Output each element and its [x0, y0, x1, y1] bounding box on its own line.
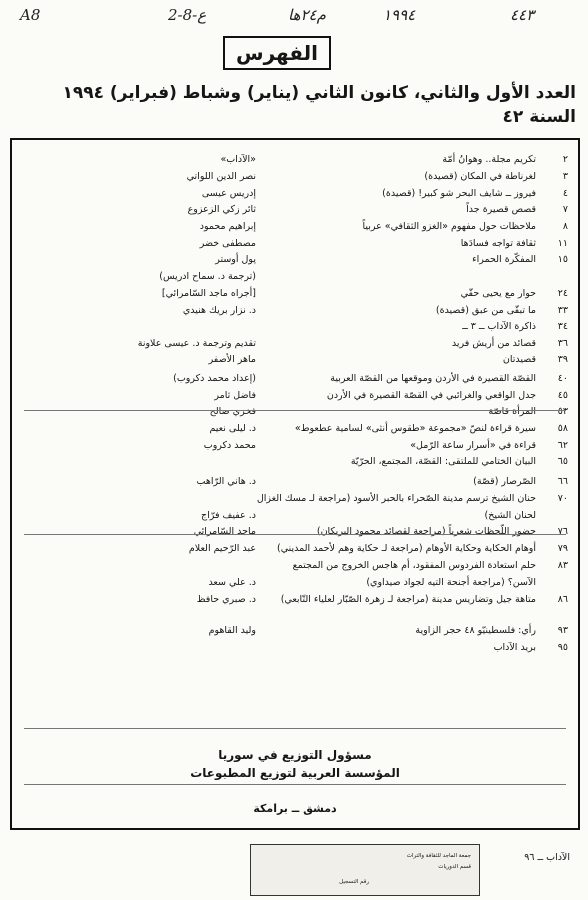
toc-title: أوهام الحكاية وحكاية الأوهام (مراجعة لـ حكاية وهم لأحمد المديني) — [277, 543, 536, 554]
section-divider — [24, 784, 566, 785]
toc-entry — [12, 594, 578, 610]
toc-page-number: ٩٣ — [557, 625, 568, 636]
index-title: الفهرس — [223, 36, 331, 70]
toc-page-number: ٣٦ — [557, 338, 568, 349]
toc-title: ملاحظات حول مفهوم «الغزو الثقافي» عربياً — [362, 221, 536, 232]
toc-entry — [12, 456, 578, 472]
toc-author: نصر الدين اللواتي — [186, 171, 256, 182]
toc-title: ما تبقّى من عبق (قصيدة) — [435, 305, 536, 316]
contents-frame — [10, 138, 580, 830]
toc-entry — [12, 321, 578, 337]
toc-page-number: ٢٤ — [557, 288, 568, 299]
toc-entry — [12, 493, 578, 509]
toc-entry — [12, 354, 578, 370]
toc-entry — [12, 510, 578, 526]
toc-author: د. عفيف فرّاج — [200, 510, 256, 521]
toc-entry — [12, 390, 578, 406]
toc-entry — [12, 406, 578, 422]
toc-entry — [12, 154, 578, 170]
toc-page-number: ٨ — [562, 221, 568, 232]
toc-title: قراءة في «أسرار ساعة الرّمل» — [410, 440, 536, 451]
toc-author: د. نزار بريك هنيدي — [182, 305, 256, 316]
page-footer: الآداب ــ ٩٦ — [524, 852, 570, 863]
toc-author: [أجراه ماجد السّامرائي] — [161, 288, 256, 299]
stamp-line-1: جمعة الماجد للثقافة والتراث — [406, 853, 471, 859]
toc-author: وليد القاهوم — [208, 625, 256, 636]
toc-author: إدريس عيسى — [201, 188, 256, 199]
year-line: السنة ٤٢ — [502, 107, 576, 127]
toc-author: (إعداد محمد دكروب) — [173, 373, 256, 384]
section-divider — [24, 728, 566, 729]
toc-author: إبراهيم محمود — [199, 221, 256, 232]
toc-entry — [12, 560, 578, 576]
toc-title: المرأة قاصّة — [488, 406, 536, 417]
library-stamp — [250, 844, 480, 896]
toc-entry — [12, 338, 578, 354]
toc-page-number: ٦٦ — [557, 476, 568, 487]
toc-author: ثائر زكي الزعزوع — [187, 204, 256, 215]
toc-title: الصّرصار (قصّة) — [473, 476, 536, 487]
toc-page-number: ٦٥ — [557, 456, 568, 467]
section-divider — [24, 410, 566, 411]
toc-title: الآسن؟ (مراجعة أجنحة التيه لجواد صيداوي) — [366, 577, 536, 588]
toc-author: فاضل ثامر — [214, 390, 256, 401]
toc-page-number: ٤٥ — [557, 390, 568, 401]
toc-page-number: ٨٣ — [557, 560, 568, 571]
stamp-line-2: قسم الدوريات — [438, 864, 471, 870]
toc-title: حضور اللّحظات شعرياً (مراجعة لقصائد محمود البريكان) — [316, 526, 536, 537]
toc-page-number: ٣٩ — [557, 354, 568, 365]
toc-author: عبد الرّحيم العلام — [188, 543, 256, 554]
toc-page-number: ٧٦ — [557, 526, 568, 537]
handwritten-note-b: 2-8-ع — [168, 6, 207, 24]
toc-entry — [12, 221, 578, 237]
toc-title: قصيدتان — [502, 354, 536, 365]
toc-page-number: ٥٣ — [557, 406, 568, 417]
handwritten-note-d: ١٩٩٤ — [383, 6, 416, 24]
handwritten-note-c: م٢٤ها — [288, 6, 326, 24]
toc-page-number: ٧٠ — [557, 493, 568, 504]
toc-entry — [12, 423, 578, 439]
toc-page-number: ١٥ — [557, 254, 568, 265]
toc-page-number: ٣ — [562, 171, 568, 182]
toc-page-number: ٤ — [562, 188, 568, 199]
toc-author: د. هاني الرّاهب — [196, 476, 256, 487]
toc-title: سيرة قراءة لنصّ «مجموعة «طقوس أنثى» لسامية عطعوط» — [294, 423, 536, 434]
toc-page-number: ٣٣ — [557, 305, 568, 316]
toc-title: المفكّرة الحمراء — [472, 254, 536, 265]
toc-page-number: ٧ — [562, 204, 568, 215]
toc-entry — [12, 642, 578, 658]
toc-entry — [12, 476, 578, 492]
toc-title: تكريم مجلة.. وهوانُ أمّة — [442, 154, 536, 165]
toc-title: لغرناطة في المكان (قصيدة) — [424, 171, 536, 182]
toc-entry — [12, 625, 578, 641]
distribution-address: دمشق ــ برامكة — [253, 802, 337, 815]
toc-entry — [12, 271, 578, 287]
toc-page-number: ٢ — [562, 154, 568, 165]
toc-entry — [12, 188, 578, 204]
toc-page-number: ٤٠ — [557, 373, 568, 384]
toc-author: مصطفى خضر — [199, 238, 256, 249]
toc-page-number: ١١ — [557, 238, 568, 249]
toc-page-number: ٥٨ — [557, 423, 568, 434]
toc-title: ثقافة تواجه فسادَها — [460, 238, 536, 249]
toc-entry — [12, 171, 578, 187]
toc-author: ماهر الأصفر — [208, 354, 256, 365]
handwritten-note-a: A8 — [20, 6, 41, 24]
toc-author: «الآداب» — [220, 154, 256, 165]
toc-page-number: ٧٩ — [557, 543, 568, 554]
distribution-company: المؤسسة العربية لتوزيع المطبوعات — [190, 766, 400, 780]
toc-author: پول أوستر — [215, 254, 256, 265]
toc-title: جدل الواقعي والغرائبي في القصّة القصيرة في الأردن — [326, 390, 536, 401]
toc-page-number: ٣٤ — [557, 321, 568, 332]
issue-line: العدد الأول والثاني، كانون الثاني (يناير) وشباط (فبراير) ١٩٩٤ — [62, 83, 576, 103]
toc-title: قصائد من أريش فريد — [451, 338, 536, 349]
toc-title: حنان الشيخ ترسم مدينة الصّحراء بالحبر الأسود (مراجعة لـ مسك الغزال — [256, 493, 536, 504]
toc-entry — [12, 238, 578, 254]
toc-title: قصص قصيرة جداً — [466, 204, 536, 215]
toc-entry — [12, 373, 578, 389]
toc-entry — [12, 577, 578, 593]
distribution-heading: مسؤول التوزيع في سوريا — [218, 748, 372, 762]
toc-author: د. ليلى نعيم — [209, 423, 256, 434]
toc-author: د. صبري حافظ — [196, 594, 256, 605]
toc-title: البيان الختامي للملتقى: القصّة، المجتمع، الحرّيّة — [350, 456, 536, 467]
toc-entry — [12, 254, 578, 270]
toc-title: بريد الآداب — [493, 642, 536, 653]
toc-page-number: ٨٦ — [557, 594, 568, 605]
stamp-line-3: رقم التسجيل — [339, 879, 369, 885]
toc-author: ماجد السّامرائي — [193, 526, 256, 537]
section-divider — [24, 534, 566, 535]
handwritten-note-e: ٤٤٣ — [510, 6, 535, 24]
toc-entry — [12, 305, 578, 321]
toc-title: متاهة جيل وتضاريس مدينة (مراجعة لـ زهرة الصّبّار لعلياء التّابعي) — [280, 594, 536, 605]
toc-entry — [12, 288, 578, 304]
toc-author: (ترجمة د. سماح ادريس) — [159, 271, 256, 282]
toc-author: د. علي سعد — [208, 577, 256, 588]
toc-title: حوار مع يحيى حقّي — [460, 288, 536, 299]
toc-title: لحنان الشيخ) — [484, 510, 536, 521]
toc-page-number: ٩٥ — [557, 642, 568, 653]
toc-title: ذاكرة الآداب ــ ٣ ــ — [462, 321, 536, 332]
toc-title: حلم استعادة الفردوس المفقود، أم هاجس الخروج من المجتمع — [292, 560, 536, 571]
toc-entry — [12, 204, 578, 220]
toc-author: تقديم وترجمة د. عيسى علاونة — [137, 338, 256, 349]
toc-title: رأي: فلسطينيّو ٤٨ حجر الزاوية — [415, 625, 536, 636]
toc-author: فخري صالح — [209, 406, 256, 417]
toc-entry — [12, 440, 578, 456]
toc-title: فيروز ــ شايف البحر شو كبير! (قصيدة) — [382, 188, 536, 199]
toc-author: محمد دكروب — [203, 440, 256, 451]
toc-title: القصّة القصيرة في الأردن وموقعها من القصّة العربية — [330, 373, 536, 384]
toc-entry — [12, 543, 578, 559]
toc-page-number: ٦٢ — [557, 440, 568, 451]
